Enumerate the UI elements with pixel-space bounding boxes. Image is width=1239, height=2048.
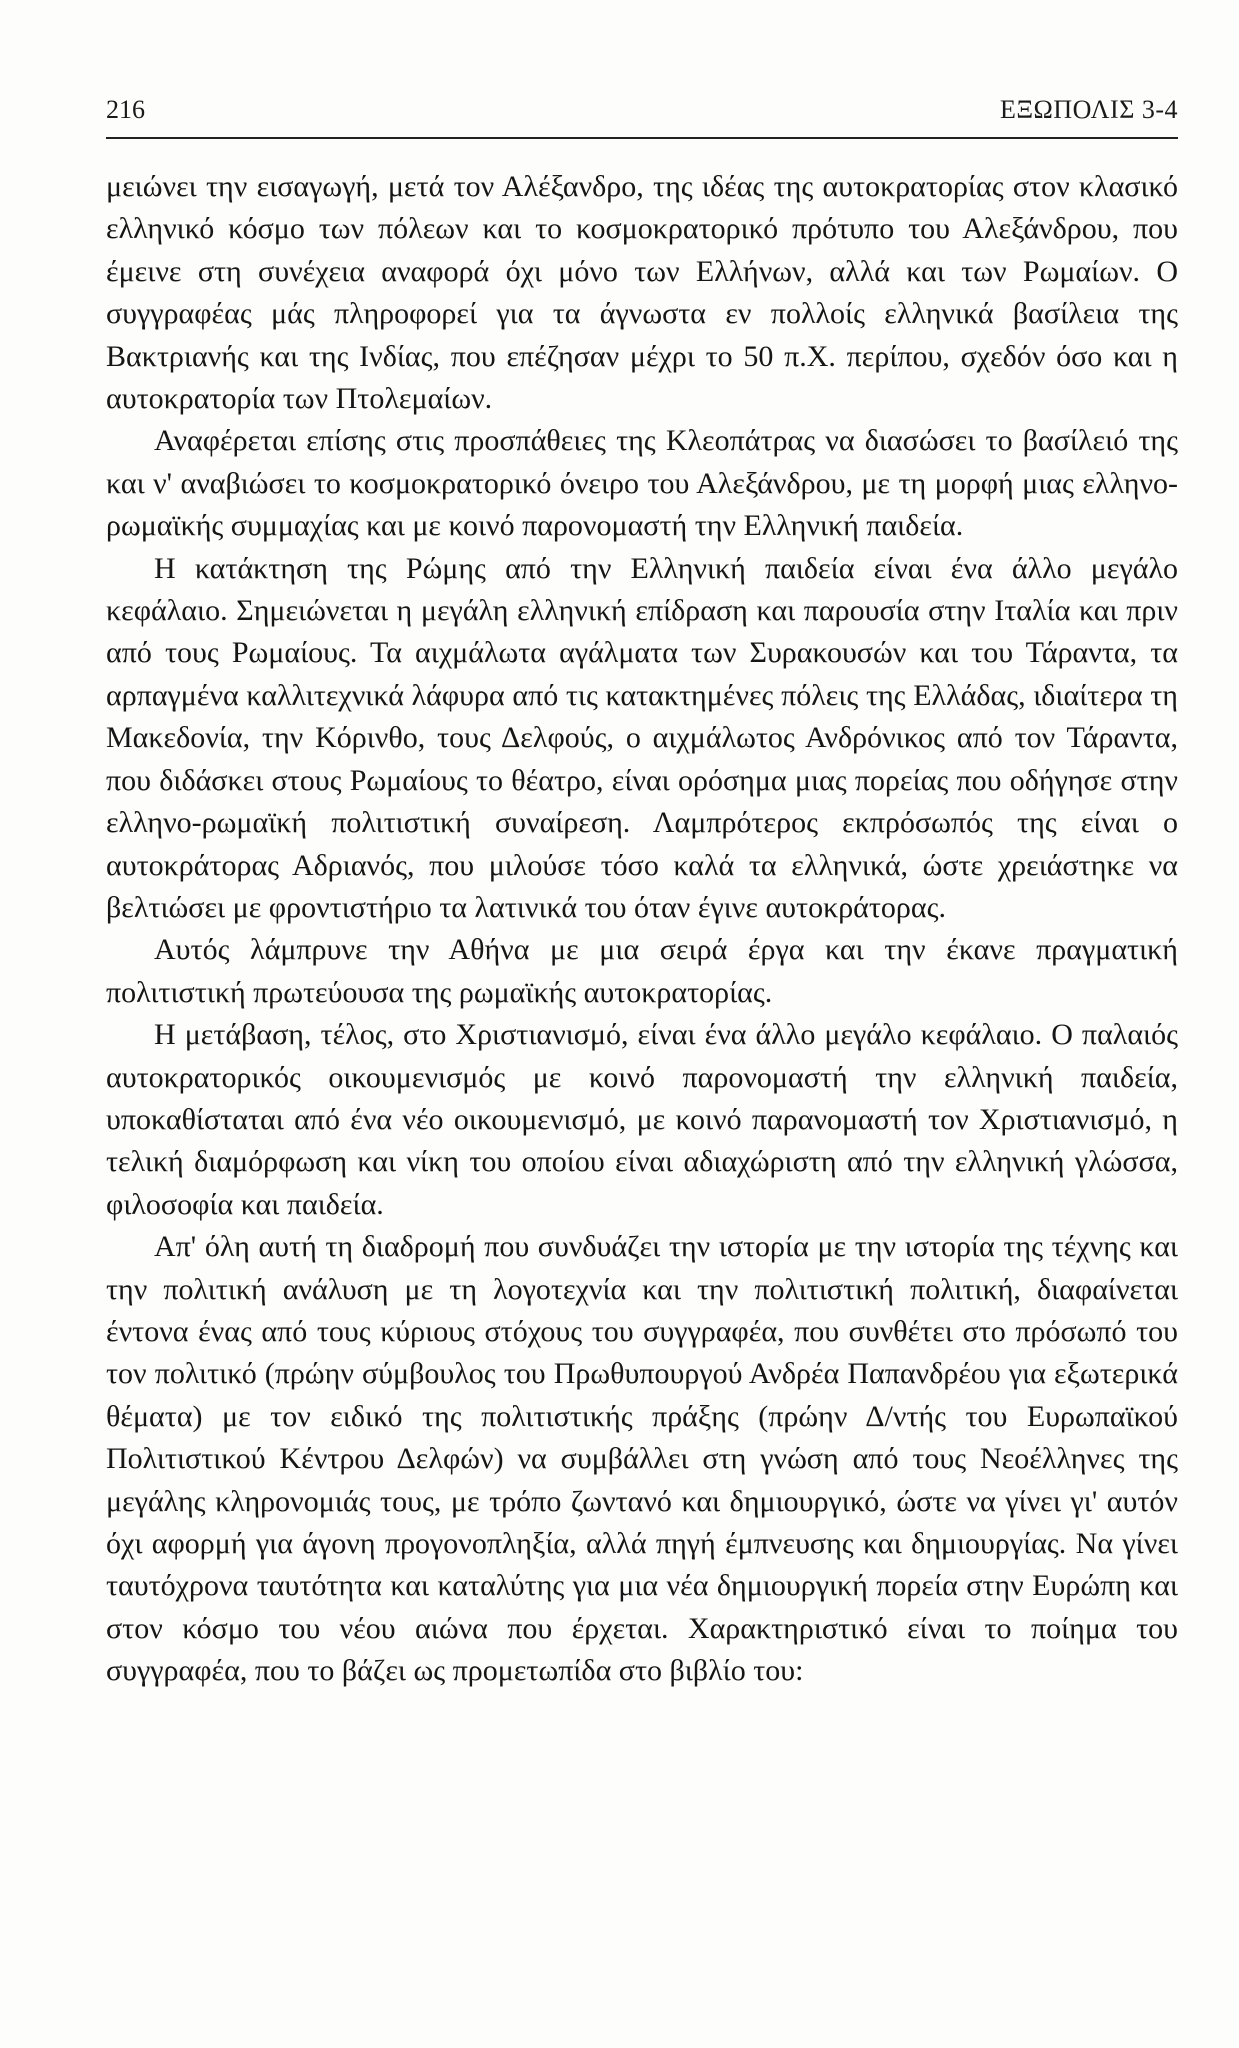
paragraph: Η κατάκτηση της Ρώμης από την Ελληνική παιδεία είναι ένα άλλο μεγάλο κεφάλαιο. Σημειώνεται η μεγάλη ελληνική επίδραση και παρουσία στην Ιταλία και πριν από τους Ρωμαίους. Τα αιχμάλωτα αγάλματα των Συρακουσών και του Τάραντα, τα αρπαγμένα καλλιτεχνικά λάφυρα από τις κατακτημένες πόλεις της Ελλάδας, ιδιαίτερα τη Μακεδονία, την Κόρινθο, τους Δελφούς, ο αιχμάλωτος Ανδρόνικος από τον Τάραντα, που διδάσκει στους Ρωμαίους το θέατρο, είναι ορόσημα μιας πορείας που οδήγησε στην ελληνο-ρωμαϊκή πολιτιστική συναίρεση. Λαμπρότερος εκπρόσωπός της είναι ο αυτοκράτορας Αδριανός, που μιλούσε τόσο καλά τα ελληνικά, ώστε χρειάστηκε να βελτιώσει με φροντιστήριο τα λατινικά του όταν έγινε αυτοκράτορας. (106, 551, 1178, 924)
paragraph: μειώνει την εισαγωγή, μετά τον Αλέξανδρο, της ιδέας της αυτοκρατορίας στον κλασικό ελληνικό κόσμο των πόλεων και το κοσμοκρατορικό πρότυπο του Αλεξάνδρου, που έμεινε στη συνέχεια αναφορά όχι μόνο των Ελλήνων, αλλά και των Ρωμαίων. Ο συγγραφέας μάς πληροφορεί για τα άγνωστα εν πολλοίς ελληνικά βασίλεια της Βακτριανής και της Ινδίας, που επέζησαν μέχρι το 50 π.Χ. περίπου, σχεδόν όσο και η αυτοκρατορία των Πτολεμαίων. (106, 170, 1178, 416)
paragraph: Αυτός λάμπρυνε την Αθήνα με μια σειρά έργα και την έκανε πραγματική πολιτιστική πρωτεύουσα της ρωμαϊκής αυτοκρατορίας. (106, 933, 1178, 1009)
running-header (106, 95, 1178, 135)
paragraph: Η μετάβαση, τέλος, στο Χριστιανισμό, είναι ένα άλλο μεγάλο κεφάλαιο. Ο παλαιός αυτοκρατορικός οικουμενισμός με κοινό παρονομαστή την ελληνική παιδεία, υποκαθίσταται από ένα νέο οικουμενισμό, με κοινό παρανομαστή τον Χριστιανισμό, η τελική διαμόρφωση και νίκη του οποίου είναι αδιαχώριστη από την ελληνική γλώσσα, φιλοσοφία και παιδεία. (106, 1018, 1178, 1221)
journal-title: ΕΞΩΠΟΛΙΣ 3-4 (999, 95, 1178, 124)
paragraph: Αναφέρεται επίσης στις προσπάθειες της Κλεοπάτρας να διασώσει το βασίλειό της και ν' αναβιώσει το κοσμοκρατορικό όνειρο του Αλεξάνδρου, με τη μορφή μιας ελληνο-ρωμαϊκής συμμαχίας και με κοινό παρονομαστή την Ελληνική παιδεία. (106, 424, 1178, 543)
body-text (106, 166, 1178, 1693)
header-rule (106, 137, 1178, 139)
page-number: 216 (106, 95, 145, 124)
paragraph: Απ' όλη αυτή τη διαδρομή που συνδυάζει την ιστορία με την ιστορία της τέχνης και την πολιτική ανάλυση με τη λογοτεχνία και την πολιτιστική πολιτική, διαφαίνεται έντονα ένας από τους κύριους στόχους του συγγραφέα, που συνθέτει στο πρόσωπό του τον πολιτικό (πρώην σύμβουλος του Πρωθυπουργού Ανδρέα Παπανδρέου για εξωτερικά θέματα) με τον ειδικό της πολιτιστικής πράξης (πρώην Δ/ντής του Ευρωπαϊκού Πολιτιστικού Κέντρου Δελφών) να συμβάλλει στη γνώση από τους Νεοέλληνες της μεγάλης κληρονομιάς τους, με τρόπο ζωντανό και δημιουργικό, ώστε να γίνει γι' αυτόν όχι αφορμή για άγονη προγονοπληξία, αλλά πηγή έμπνευσης και δημιουργίας. Να γίνει ταυτόχρονα ταυτότητα και καταλύτης για μια νέα δημιουργική πορεία στην Ευρώπη και στον κόσμο του νέου αιώνα που έρχεται. Χαρακτηριστικό είναι το ποίημα του συγγραφέα, που το βάζει ως προμετωπίδα στο βιβλίο του: (106, 1230, 1178, 1688)
